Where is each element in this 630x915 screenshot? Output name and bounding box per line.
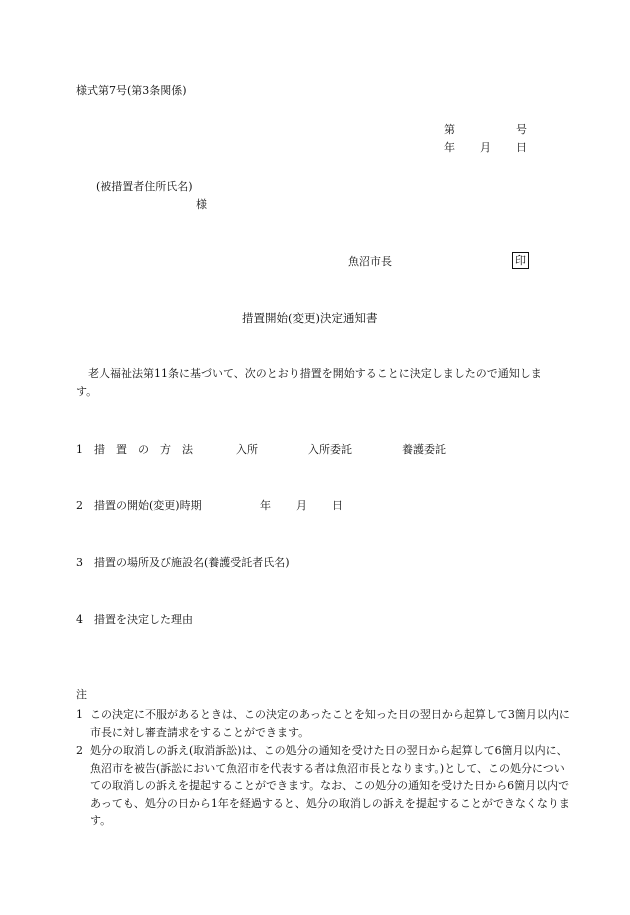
body-text: 老人福祉法第11条に基づいて、次のとおり措置を開始することに決定しましたので通知します。 — [76, 367, 542, 398]
start-day: 日 — [332, 499, 343, 512]
start-month: 月 — [296, 499, 307, 512]
sender-title: 魚沼市長 — [348, 255, 392, 268]
start-year: 年 — [260, 499, 271, 512]
item-number: 1 — [76, 443, 83, 456]
recipient-honorific: 様 — [196, 198, 207, 211]
date-month: 月 — [480, 141, 491, 154]
item-label: 措 置 の 方 法 — [94, 443, 193, 456]
note-text: この決定に不服があるときは、この決定のあったことを知った日の翌日から起算して3箇月以内に市長に対し審査請求をすることができます。 — [90, 708, 570, 739]
option-yogo-itaku: 養護委託 — [402, 443, 446, 456]
document-title: 措置開始(変更)決定通知書 — [242, 311, 378, 325]
item-number: 2 — [76, 499, 83, 512]
item-number: 3 — [76, 556, 83, 569]
item-label: 措置を決定した理由 — [94, 613, 193, 626]
option-nyusho-itaku: 入所委託 — [308, 443, 352, 456]
item-label: 措置の開始(変更)時期 — [94, 499, 202, 512]
notes-heading: 注 — [76, 688, 87, 701]
note-2 — [76, 742, 570, 830]
date-year: 年 — [444, 141, 455, 154]
note-number: 2 — [76, 744, 83, 757]
doc-number-suffix: 号 — [516, 123, 527, 136]
doc-number-prefix: 第 — [444, 123, 455, 136]
date-day: 日 — [516, 141, 527, 154]
note-text: 処分の取消しの訴え(取消訴訟)は、この処分の通知を受けた日の翌日から起算して6箇月以内に、魚沼市を被告(訴訟において魚沼市を代表する者は魚沼市長となります。)として、この処分についての取消しの訴えを提起することができます。なお、この処分の通知を受けた日から6箇月以内であっても、処分の日から1年を経過すると、処分の取消しの訴えを提起することができなくなります。 — [90, 744, 570, 827]
option-nyusho: 入所 — [236, 443, 258, 456]
seal-mark: 印 — [512, 252, 529, 269]
note-1 — [76, 706, 570, 741]
item-label: 措置の場所及び施設名(養護受託者氏名) — [94, 556, 290, 569]
recipient-label: (被措置者住所氏名) — [96, 180, 193, 193]
item-number: 4 — [76, 613, 83, 626]
note-number: 1 — [76, 708, 83, 721]
form-number: 様式第7号(第3条関係) — [76, 84, 187, 97]
